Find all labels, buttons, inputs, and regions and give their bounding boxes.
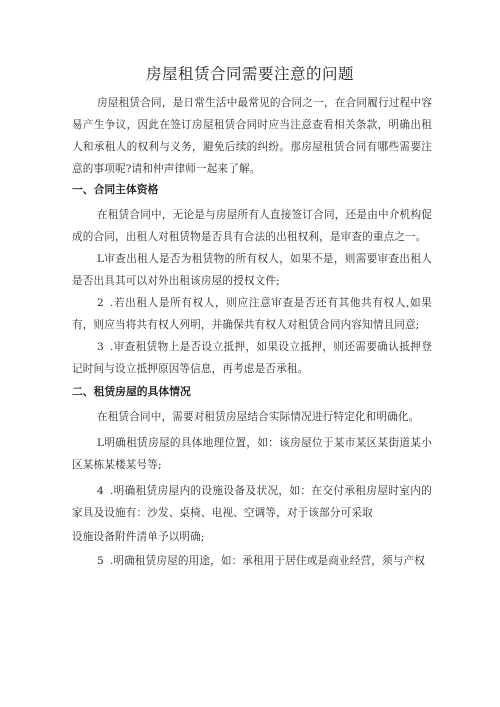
list-text: .明确租赁房屋内的设施设备及状况，如：在交付承租房屋时室内的家具及设施有：沙发、桌椅、电视、空调等，对于该部分可采取 — [72, 485, 432, 519]
list-text: .若出租人是所有权人，则应注意审查是否还有其他共有权人,如果有，则应当将共有权人列明，并确保共有权人对租赁合同内容知情且同意; — [72, 297, 432, 331]
section2-paragraph-4 — [72, 550, 432, 572]
section1-paragraph-1: 在租赁合同中，无论是与房屋所有人直接签订合同，还是由中介机构促成的合同，出租人对租赁物是否具有合法的出租权利，是审查的重点之一。 — [72, 209, 432, 243]
section1-paragraph-2: L审查出租人是否为租赁物的所有权人，如果不是，则需要审查出租人是否出具其可以对外出租该房屋的授权文件; — [72, 253, 432, 287]
list-number: 2 — [97, 297, 104, 309]
section-heading-2: 二、租赁房屋的具体情况 — [72, 385, 191, 398]
section2-paragraph-3 — [72, 480, 432, 524]
page-title: 房屋租赁合同需要注意的问题 — [145, 65, 354, 83]
section2-paragraph-2: L明确租赁房屋的具体地理位置，如：该房屋位于某市某区某街道某小区某栋某楼某号等; — [72, 437, 432, 471]
section-heading-1: 一、合同主体资格 — [72, 183, 159, 196]
intro-paragraph: 房屋租赁合同，是日常生活中最常见的合同之一，在合同履行过程中容易产生争议，因此在签订房屋租赁合同时应当注意查看相关条款，明确出租人和承租人的权利与义务，避免后续的纠纷。那房屋租赁合同有哪些需要注意的事项呢?请和仲声律师一起来了解。 — [72, 97, 432, 175]
list-number: 3 — [97, 341, 104, 353]
list-text: .审查租赁物上是否设立抵押，如果设立抵押，则还需要确认抵押登记时间与设立抵押原因等信息，再考虑是否承租。 — [72, 341, 432, 375]
list-number: 5 — [97, 555, 104, 567]
section2-paragraph-3-continued: 设施设备附件清单予以明确; — [72, 531, 205, 543]
section1-paragraph-3 — [72, 292, 432, 336]
section2-paragraph-1: 在租赁合同中，需要对租赁房屋结合实际情况进行特定化和明确化。 — [97, 411, 420, 423]
list-text: .明确租赁房屋的用途，如：承租用于居住或是商业经营，须与产权 — [109, 555, 425, 567]
list-number: 4 — [97, 485, 104, 497]
section1-paragraph-4 — [72, 336, 432, 380]
